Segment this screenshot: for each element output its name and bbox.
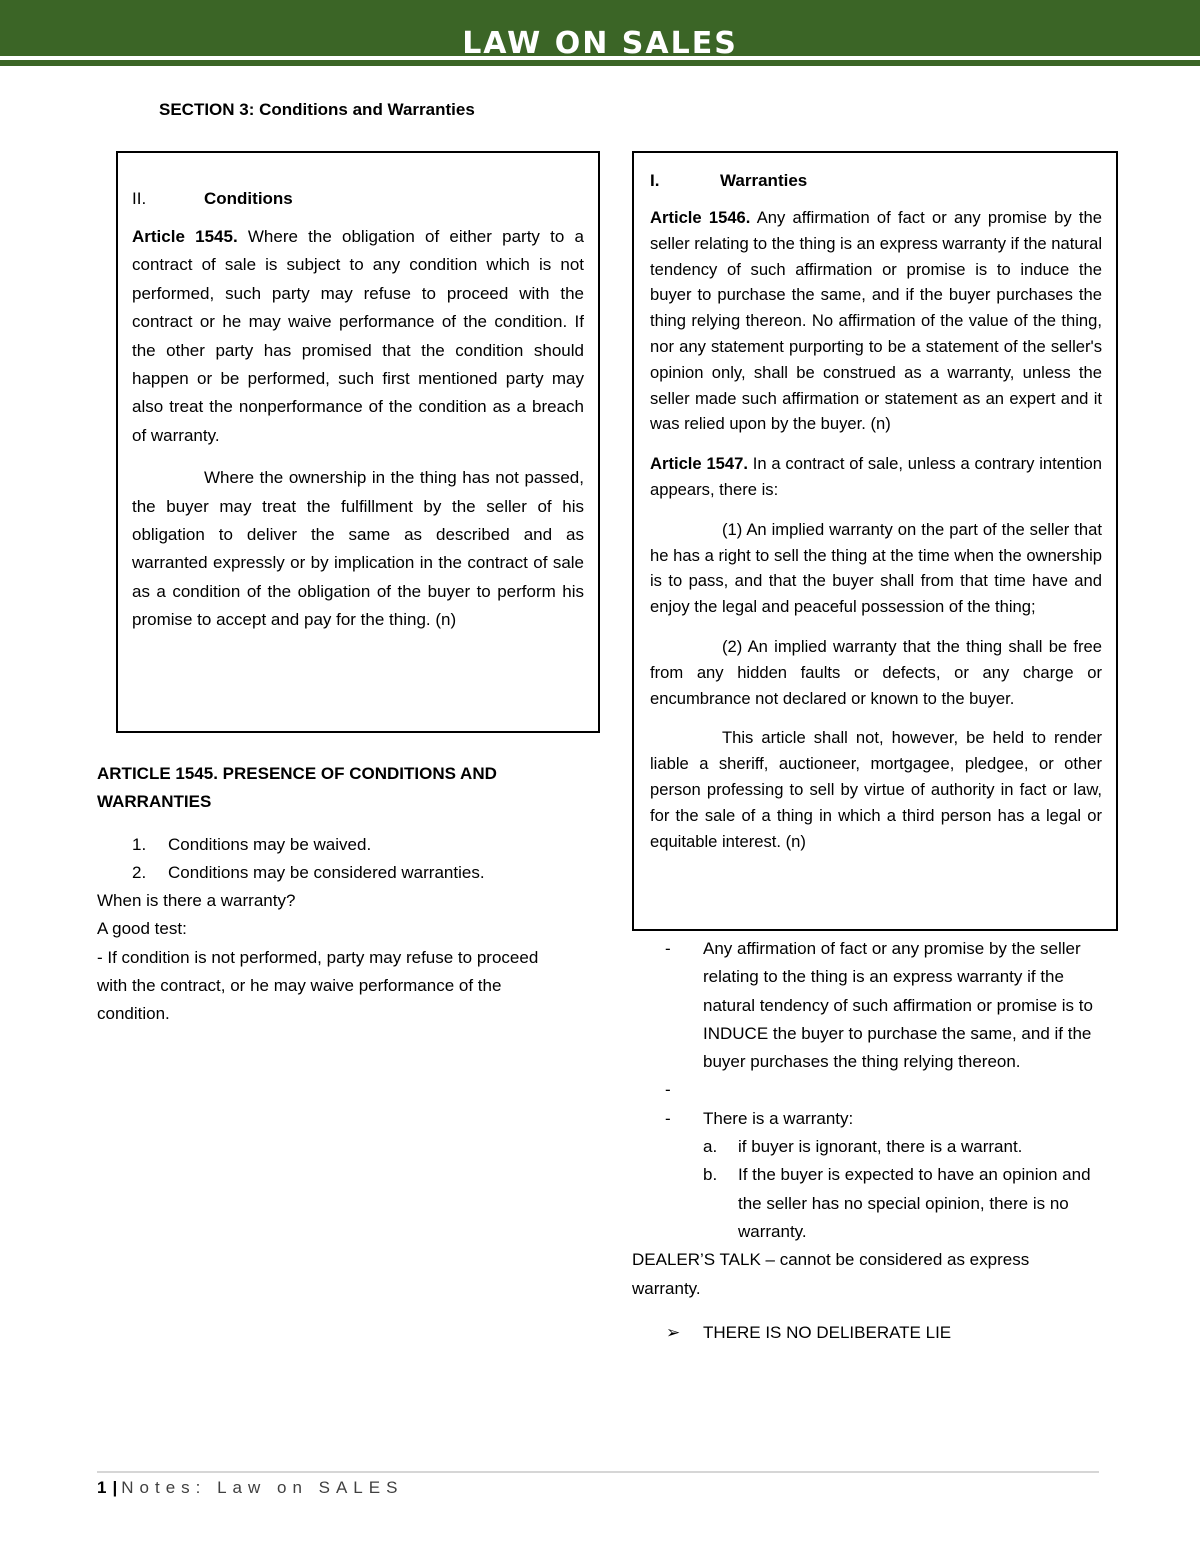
there-is-warranty-note: There is a warranty: [703,1108,854,1128]
sub-list-text: If the buyer is expected to have an opinion and the seller has no special opinion, there is no warranty. [738,1165,1091,1241]
article-1545-note-heading: ARTICLE 1545. PRESENCE OF CONDITIONS AND WARRANTIES [97,764,497,812]
page-footer [97,1478,403,1498]
dealers-talk: DEALER’S TALK – cannot be considered as express warranty. [632,1250,1030,1298]
article-1547-label: Article 1547. [650,454,748,474]
bullet-item [632,935,1102,1076]
article-1547-body: In a contract of sale, unless a contrary intention appears, there is: [650,454,1102,499]
arrow-icon: ➢ [666,1322,681,1342]
article-1547-item2: (2) An implied warranty that the thing shall be free from any hidden faults or defects, or any charge or encumbrance not declared or known to the buyer. [650,636,1102,708]
list-number: 2. [132,862,147,882]
dash-bullet: - [665,1080,671,1100]
warranties-heading [650,171,1102,191]
warranties-title: Warranties [720,171,808,190]
list-number: 1. [132,834,147,854]
warranties-numeral: I. [650,171,660,190]
list-item [97,859,557,887]
article-1547-text [650,451,1102,503]
article-1546-text [650,205,1102,437]
footer-text: Notes: Law on SALES [121,1478,404,1497]
left-notes [97,760,557,1029]
list-item [97,831,557,859]
bullet-item [632,1105,1102,1133]
footer-separator: | [112,1478,118,1497]
conditions-heading [132,189,584,209]
document-title: LAW ON SALES [462,26,738,61]
sub-list-item [632,1161,1102,1246]
empty-note [703,1076,1102,1104]
good-test-text: - If condition is not performed, party may refuse to proceed with the contract, or he may waive performance of the condition. [97,947,539,1024]
article-1545-para1: Where the obligation of either party to a contract of sale is subject to any condition which is not performed, such party may refuse to proceed with the contract or he may waive performance of the condition. If the other party has promised that the condition should happen or be performed, such first mentioned party may also treat the nonperformance of the condition as a breach of warranty. [132,227,584,445]
conditions-numeral: II. [132,189,147,208]
warranties-box [632,151,1118,931]
warranty-question: When is there a warranty? [97,891,296,911]
sub-list-item [632,1133,1102,1161]
right-notes [632,935,1102,1347]
sub-list-label: a. [703,1137,718,1157]
dash-bullet: - [665,1108,671,1128]
article-1545-label: Article 1545. [132,227,238,246]
dash-bullet: - [665,939,671,958]
article-1545-para2: Where the ownership in the thing has not passed, the buyer may treat the fulfillment by the seller of his obligation to deliver the same as described and as warranted expressly or by implication in the contract of sale as a condition of the obligation of the buyer to perform his promise to accept and pay for the thing. (n) [132,468,584,630]
article-1545-text [132,223,584,450]
conditions-box [116,151,600,733]
conditions-title: Conditions [204,189,293,208]
page-number: 1 [97,1478,107,1497]
article-1546-body: Any affirmation of fact or any promise by the seller relating to the thing is an express warranty if the natural tendency of such affirmation or promise is to induce the buyer to purchase the same, and if the buyer purchases the thing relying thereon. No affirmation of the value of the thing, nor any statement purporting to be a statement of the seller's opinion only, shall be construed as a warranty, unless the seller made such affirmation or statement as an expert and it was relied upon by the buyer. (n) [650,208,1102,434]
article-1547-item1: (1) An implied warranty on the part of the seller that he has a right to sell the thing at the time when the ownership is to pass, and that the buyer shall from that time have and enjoy the legal and peaceful possession of the thing; [650,519,1102,617]
list-text: Conditions may be waived. [168,834,372,854]
good-test-label: A good test: [97,919,187,939]
footer-rule [97,1471,1099,1473]
sub-list-label: b. [703,1165,718,1185]
section-heading: SECTION 3: Conditions and Warranties [159,100,475,119]
bullet-item [632,1076,1102,1104]
arrow-bullet-item [632,1319,1102,1347]
express-warranty-note: Any affirmation of fact or any promise by the seller relating to the thing is an express warranty if the natural tendency of such affirmation or promise is to INDUCE the buyer to purchase the same, and if the buyer purchases the thing relying thereon. [703,939,1093,1072]
sub-list-text: if buyer is ignorant, there is a warrant. [738,1137,1023,1157]
list-text: Conditions may be considered warranties. [168,862,485,882]
no-deliberate-lie: THERE IS NO DELIBERATE LIE [703,1322,952,1342]
conditions-list [97,831,557,888]
article-1547-closing: This article shall not, however, be held to render liable a sheriff, auctioneer, mortgagee, pledgee, or other person professing to sell by virtue of authority in fact or law, for the sale of a thing in which a third person has a legal or equitable interest. (n) [650,728,1102,851]
article-1546-label: Article 1546. [650,208,751,227]
